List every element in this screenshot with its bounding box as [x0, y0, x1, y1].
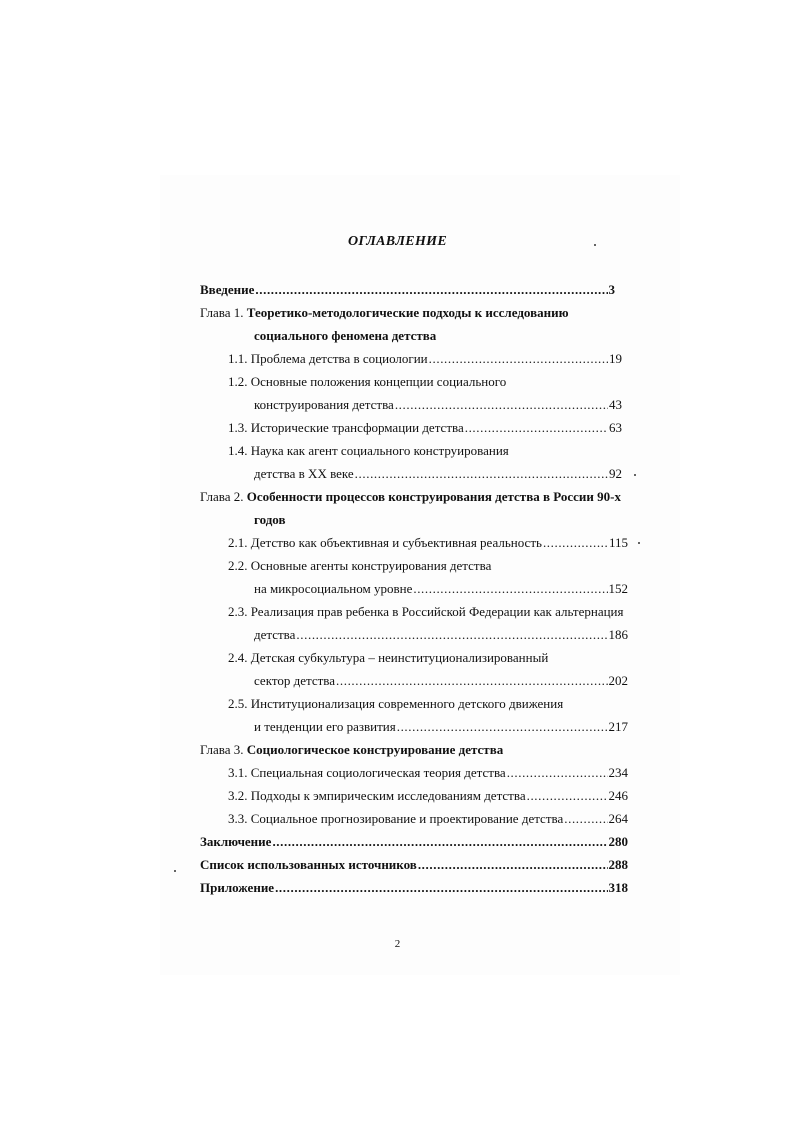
toc-entry-1-3[interactable]: 1.3. Исторические трансформации детства ..... 63 [228, 418, 622, 438]
scan-speck [174, 870, 176, 872]
toc-entry-conclusion[interactable]: Заключение ..... 280 [200, 832, 628, 852]
toc-chapter-1[interactable]: Глава 1. Теоретико-методологические подходы к исследованию [200, 305, 569, 320]
toc-entry-2-2[interactable]: 2.2. Основные агенты конструирования детства [228, 558, 492, 573]
toc-entry-2-4[interactable]: 2.4. Детская субкультура – неинституционализированный [228, 650, 549, 665]
toc-entry-1-1[interactable]: 1.1. Проблема детства в социологии ..... 19 [228, 349, 622, 369]
toc-entry-references[interactable]: Список использованных источников ..... 288 [200, 855, 628, 875]
toc-entry-1-4[interactable]: 1.4. Наука как агент социального конструирования [228, 443, 509, 458]
toc-entry-3-3[interactable]: 3.3. Социальное прогнозирование и проектирование детства ..... 264 [228, 809, 628, 829]
toc-entry-1-2-cont[interactable]: конструирования детства ..... 43 [254, 395, 622, 415]
page-number: 2 [394, 938, 401, 950]
toc-entry-2-5-cont[interactable]: и тенденции его развития ..... 217 [254, 717, 628, 737]
toc-entry-intro[interactable]: Введение ..... 3 [200, 280, 615, 300]
toc-chapter-2-cont: годов [254, 512, 286, 527]
toc-chapter-3[interactable]: Глава 3. Социологическое конструирование детства [200, 742, 504, 757]
toc-title: ОГЛАВЛЕНИЕ [348, 234, 447, 249]
toc-entry-1-4-cont[interactable]: детства в XX веке ..... 92 [254, 464, 622, 484]
toc-entry-2-4-cont[interactable]: сектор детства ..... 202 [254, 671, 628, 691]
scan-speck [634, 474, 636, 476]
toc-entry-3-1[interactable]: 3.1. Специальная социологическая теория детства ..... 234 [228, 763, 628, 783]
toc-entry-2-3-cont[interactable]: детства ..... 186 [254, 625, 628, 645]
toc-entry-2-2-cont[interactable]: на микросоциальном уровне ..... 152 [254, 579, 628, 599]
toc-entry-2-5[interactable]: 2.5. Институционализация современного детского движения [228, 696, 564, 711]
toc-entry-appendix[interactable]: Приложение ..... 318 [200, 878, 628, 898]
scan-speck [638, 542, 640, 544]
toc-entry-3-2[interactable]: 3.2. Подходы к эмпирическим исследованиям детства ..... 246 [228, 786, 628, 806]
toc-entry-2-1[interactable]: 2.1. Детство как объективная и субъективная реальность ..... 115 [228, 533, 628, 553]
toc-chapter-2[interactable]: Глава 2. Особенности процессов конструирования детства в России 90-х [200, 489, 621, 504]
toc-entry-1-2[interactable]: 1.2. Основные положения концепции социального [228, 374, 507, 389]
scan-speck [594, 244, 596, 246]
toc-entry-2-3[interactable]: 2.3. Реализация прав ребенка в Российской Федерации как альтернация [228, 604, 624, 619]
toc-chapter-1-cont: социального феномена детства [254, 328, 437, 343]
